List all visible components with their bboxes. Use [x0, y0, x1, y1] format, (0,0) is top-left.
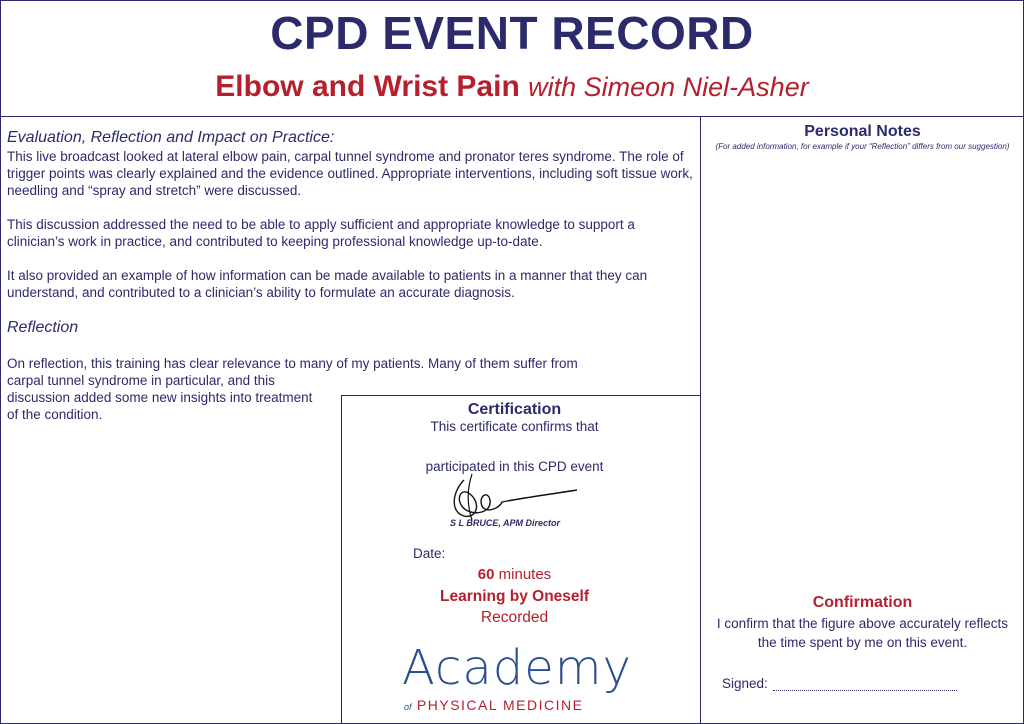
notes-subtitle: (For added information, for example if your “Reflection” differs from our suggestion)	[715, 142, 1010, 151]
reflection-line: On reflection, this training has clear relevance to many of my patients. Many of them suffer from	[7, 356, 578, 371]
signature-image	[442, 472, 582, 522]
evaluation-section	[7, 128, 693, 423]
date-label: Date:	[413, 546, 446, 561]
logo-subtitle	[404, 697, 583, 713]
logo-name: Academy	[402, 640, 632, 696]
certification-box	[341, 395, 701, 724]
page-title: CPD EVENT RECORD	[270, 7, 754, 59]
academy-logo	[402, 640, 632, 714]
signature-line[interactable]	[773, 690, 957, 691]
confirmation-section	[701, 594, 1024, 652]
signed-label: Signed:	[722, 676, 768, 691]
certification-title: Certification	[467, 401, 562, 418]
minutes-value	[342, 566, 687, 583]
learning-type: Learning by Oneself	[439, 588, 589, 605]
header	[0, 0, 1024, 117]
presenter-name: with Simeon Niel-Asher	[528, 72, 809, 102]
signer-name: S L BRUCE, APM Director	[450, 518, 561, 528]
course-name: Elbow and Wrist Pain	[215, 70, 520, 103]
confirmation-text: I confirm that the figure above accurately reflects the time spent by me on this event.	[716, 616, 1009, 650]
certification-confirms: This certificate confirms that	[430, 419, 599, 434]
confirmation-title: Confirmation	[812, 594, 913, 611]
evaluation-paragraph: It also provided an example of how information can be made available to patients in a manner that they can understand, and contributed to a clinician’s ability to formulate an accurate diagnosis.	[7, 268, 648, 300]
evaluation-paragraph: This discussion addressed the need to be able to apply sufficient and appropriate knowledge to support a clinician’s work in practice, and contributed to keeping professional knowledge up-to-date.	[7, 217, 635, 249]
evaluation-heading: Evaluation, Reflection and Impact on Practice:	[7, 129, 335, 146]
certification-participated: participated in this CPD event	[425, 459, 604, 474]
course-subtitle	[0, 70, 1024, 104]
minutes-unit: minutes	[498, 566, 552, 583]
reflection-heading: Reflection	[7, 319, 79, 336]
notes-title: Personal Notes	[804, 123, 921, 140]
logo-of: of	[404, 702, 412, 712]
record-status: Recorded	[480, 609, 549, 626]
personal-notes	[701, 117, 1024, 152]
logo-sub-text: PHYSICAL MEDICINE	[416, 697, 584, 713]
minutes-number: 60	[477, 566, 495, 583]
evaluation-paragraph: This live broadcast looked at lateral elbow pain, carpal tunnel syndrome and pronator teres syndrome. The role of trigger points was clearly explained and the evidence outlined. Appropriate interventions, including soft tissue work, needling and “spray and stretch” were discussed.	[7, 149, 693, 198]
reflection-text: carpal tunnel syndrome in particular, and this discussion added some new insights into treatment of the condition.	[7, 373, 313, 422]
